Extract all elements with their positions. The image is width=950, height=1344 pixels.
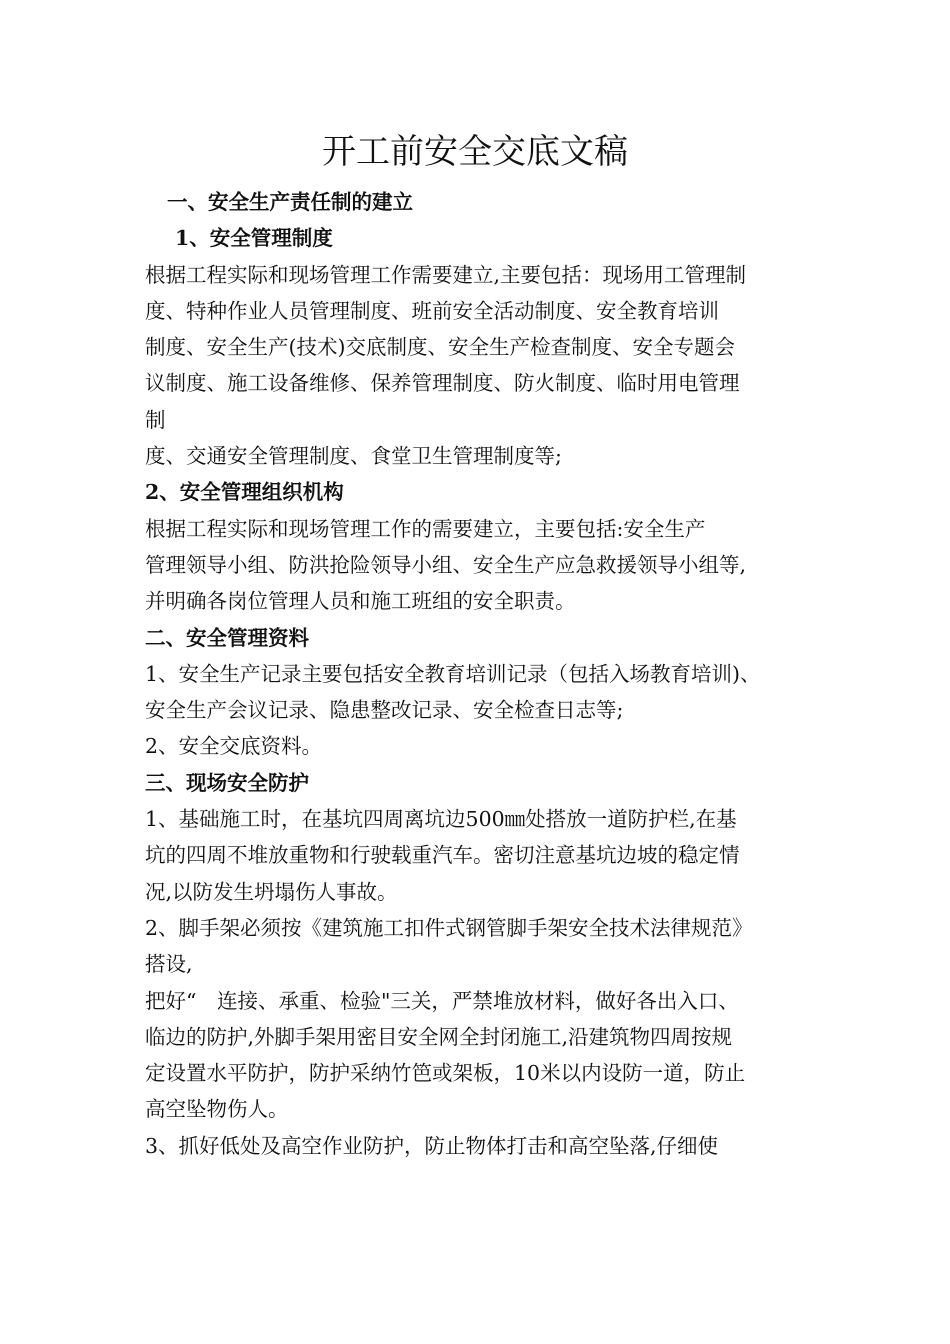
- body-line: 坑的四周不堆放重物和行驶载重汽车。密切注意基坑边坡的稳定情: [145, 843, 740, 868]
- section-heading: 二、安全管理资料: [145, 625, 309, 650]
- section-heading: 2、安全管理组织机构: [145, 480, 344, 505]
- body-line: 况,以防发生坍塌伤人事故。: [145, 879, 398, 904]
- body-line: 制度、安全生产(技术)交底制度、安全生产检查制度、安全专题会: [145, 335, 735, 360]
- body-line: 把好“ 连接、承重、检验"三关，严禁堆放材料，做好各出入口、: [145, 988, 739, 1013]
- section-heading: 三、现场安全防护: [145, 770, 309, 795]
- body-line: 1、安全生产记录主要包括安全教育培训记录（包括入场教育培训)、: [145, 661, 761, 686]
- body-line: 2、安全交底资料。: [145, 734, 323, 759]
- body-line: 根据工程实际和现场管理工作需要建立,主要包括：现场用工管理制: [145, 262, 747, 287]
- body-line: 度、交通安全管理制度、食堂卫生管理制度等;: [145, 444, 562, 469]
- body-line: 议制度、施工设备维修、保养管理制度、防火制度、临时用电管理: [145, 371, 740, 396]
- document-body: [145, 184, 817, 1164]
- body-line: 搭设,: [145, 952, 193, 977]
- body-line: 根据工程实际和现场管理工作的需要建立，主要包括:安全生产: [145, 516, 706, 541]
- section-heading: 一、安全生产责任制的建立: [167, 190, 413, 214]
- body-line: 安全生产会议记录、隐患整改记录、安全检查日志等;: [145, 698, 624, 723]
- document-title: 开工前安全交底文稿: [322, 132, 628, 172]
- body-line: 高空坠物伤人。: [145, 1097, 289, 1122]
- body-line: 1、基础施工时，在基坑四周离坑边500㎜处搭放一道防护栏,在基: [145, 807, 737, 832]
- section-heading: 1、安全管理制度: [175, 226, 333, 251]
- body-line: 临边的防护,外脚手架用密目安全网全封闭施工,沿建筑物四周按规: [145, 1024, 733, 1049]
- body-line: 度、特种作业人员管理制度、班前安全活动制度、安全教育培训: [145, 298, 719, 323]
- body-line: 定设置水平防护，防护采纳竹笆或架板，10米以内设防一道，防止: [145, 1061, 746, 1086]
- body-line: 3、抓好低处及高空作业防护，防止物体打击和高空坠落,仔细使: [145, 1133, 719, 1158]
- body-line: 制: [145, 407, 166, 432]
- body-line: 并明确各岗位管理人员和施工班组的安全职责。: [145, 589, 576, 614]
- body-line: 管理领导小组、防洪抢险领导小组、安全生产应急救援领导小组等,: [145, 552, 747, 577]
- body-line: 2、脚手架必须按《建筑施工扣件式钢管脚手架安全技术法律规范》: [145, 915, 753, 940]
